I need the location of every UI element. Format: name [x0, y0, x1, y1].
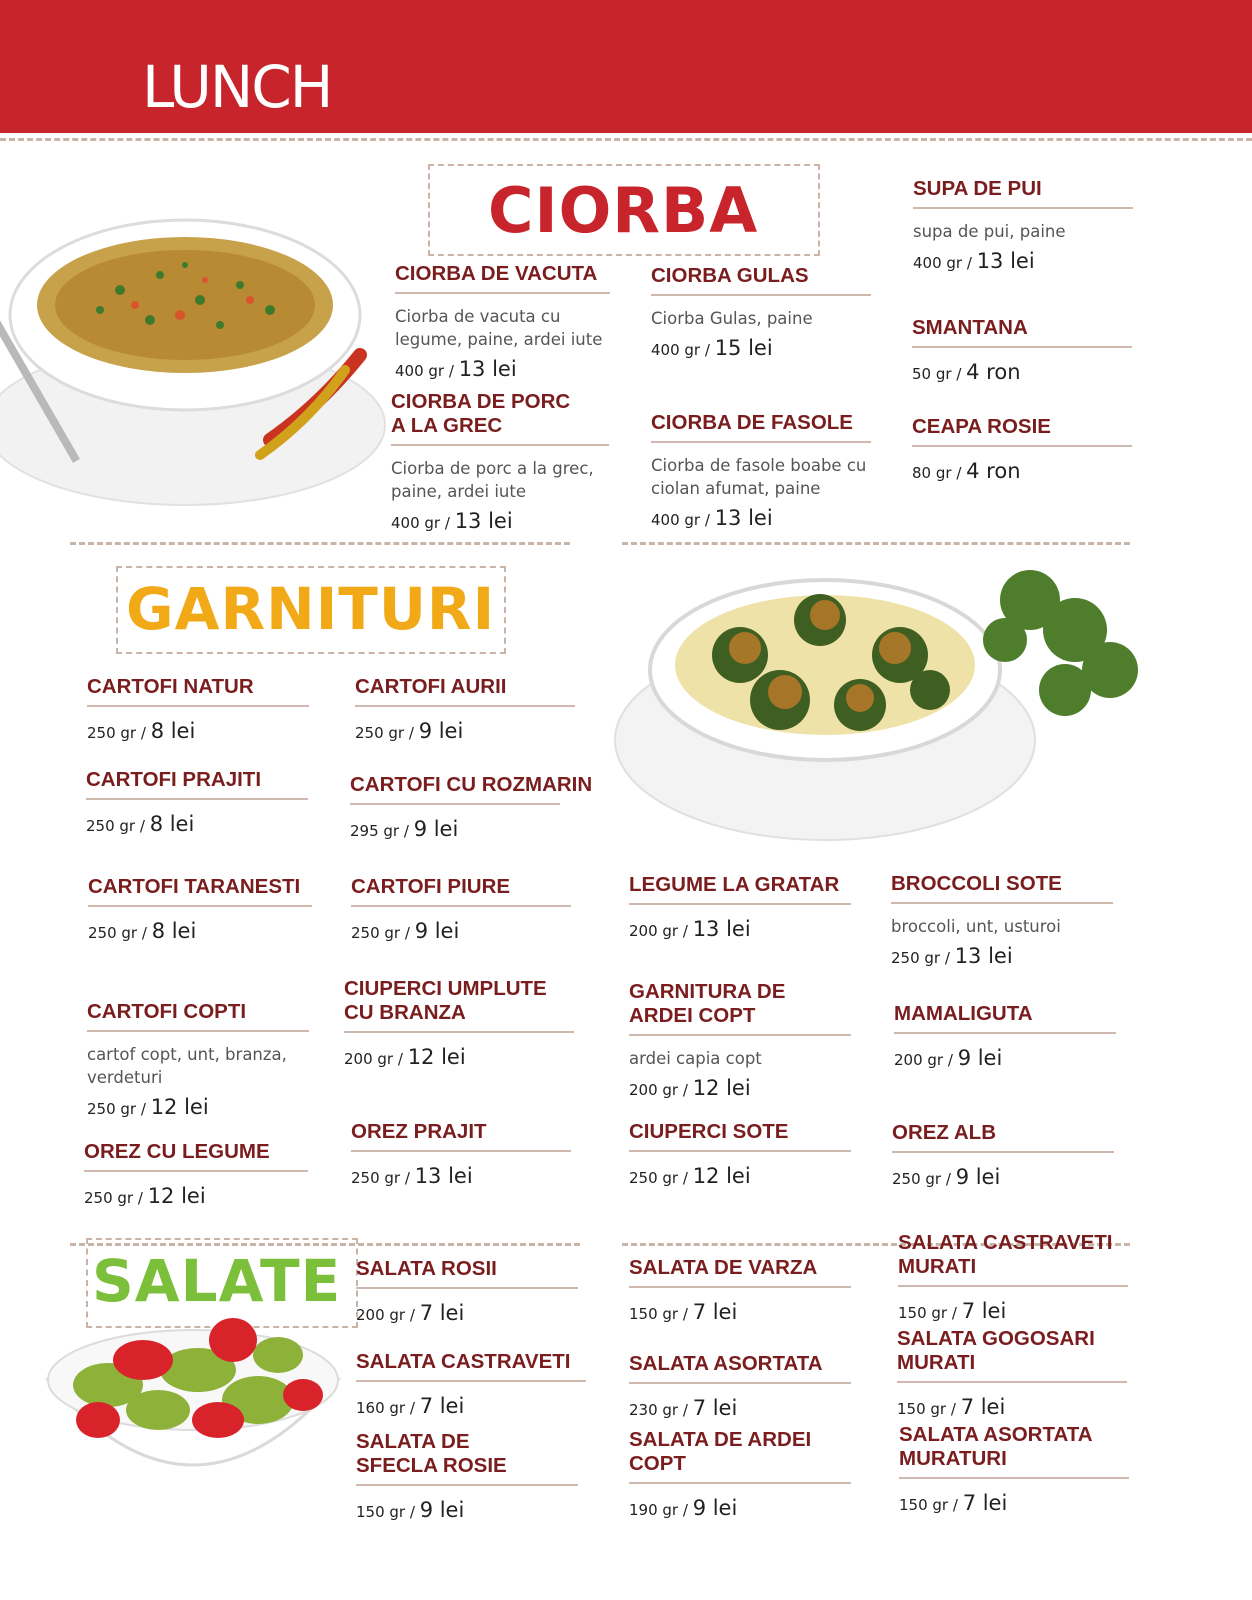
menu-item: [356, 1350, 586, 1421]
item-rule: [898, 1285, 1128, 1287]
menu-item: [651, 411, 871, 533]
item-name: CIUPERCI UMPLUTE CU BRANZA: [344, 977, 547, 1024]
item-rule: [629, 1286, 851, 1288]
item-rule: [350, 803, 560, 805]
item-rule: [84, 1170, 308, 1172]
item-name: SALATA DE ARDEI COPT: [629, 1428, 812, 1475]
item-rule: [356, 1380, 586, 1382]
item-name: SALATA CASTRAVETI: [356, 1350, 571, 1373]
item-rule: [629, 1482, 851, 1484]
item-rule: [87, 705, 309, 707]
item-price: 150 gr / 7 lei: [897, 1395, 1006, 1419]
item-desc: cartof copt, unt, branza, verdeturi: [87, 1045, 287, 1087]
item-rule: [899, 1477, 1129, 1479]
item-name: CARTOFI PRAJITI: [86, 768, 262, 791]
item-rule: [351, 905, 571, 907]
item-price: 150 gr / 7 lei: [898, 1299, 1007, 1323]
item-price: 250 gr / 8 lei: [88, 919, 197, 943]
header-divider: [0, 138, 1252, 141]
item-name: LEGUME LA GRATAR: [629, 873, 840, 896]
menu-item: [88, 875, 312, 946]
item-name: SALATA DE SFECLA ROSIE: [356, 1430, 507, 1477]
item-name: GARNITURA DE ARDEI COPT: [629, 980, 786, 1027]
item-rule: [897, 1381, 1127, 1383]
item-price: 400 gr / 13 lei: [913, 249, 1035, 273]
divider-ciorba-left: [70, 542, 570, 545]
item-name: CARTOFI NATUR: [87, 675, 254, 698]
item-desc: broccoli, unt, usturoi: [891, 917, 1061, 936]
item-name: SALATA ASORTATA: [629, 1352, 823, 1375]
item-price: 150 gr / 7 lei: [899, 1491, 1008, 1515]
menu-item: [892, 1121, 1114, 1192]
menu-item: [356, 1430, 578, 1525]
item-price: 200 gr / 12 lei: [629, 1076, 751, 1100]
item-price: 250 gr / 9 lei: [351, 919, 460, 943]
item-desc: Ciorba de porc a la grec, paine, ardei iute: [391, 459, 594, 501]
item-price: 50 gr / 4 ron: [912, 360, 1021, 384]
item-name: SALATA CASTRAVETI MURATI: [898, 1231, 1113, 1278]
item-desc: Ciorba de fasole boabe cu ciolan afumat, paine: [651, 456, 867, 498]
item-price: 200 gr / 12 lei: [344, 1045, 466, 1069]
item-price: 400 gr / 13 lei: [395, 357, 517, 381]
menu-item: [897, 1327, 1127, 1422]
menu-item: [898, 1231, 1128, 1326]
item-rule: [891, 902, 1113, 904]
menu-item: [894, 1002, 1116, 1073]
item-desc: Ciorba de vacuta cu legume, paine, ardei iute: [395, 307, 603, 349]
menu-item: [913, 177, 1133, 276]
item-price: 150 gr / 7 lei: [629, 1300, 738, 1324]
item-price: 250 gr / 12 lei: [84, 1184, 206, 1208]
menu-item: [395, 262, 610, 384]
menu-item: [629, 1120, 851, 1191]
item-rule: [395, 292, 610, 294]
item-price: 250 gr / 12 lei: [87, 1095, 209, 1119]
item-price: 250 gr / 8 lei: [86, 812, 195, 836]
menu-item: [87, 675, 309, 746]
item-name: CIORBA DE FASOLE: [651, 411, 853, 434]
item-rule: [629, 1150, 851, 1152]
menu-item: [629, 873, 851, 944]
item-name: CARTOFI PIURE: [351, 875, 511, 898]
item-price: 250 gr / 13 lei: [351, 1164, 473, 1188]
menu-item: [351, 875, 571, 946]
menu-item: [629, 1256, 851, 1327]
item-rule: [913, 207, 1133, 209]
menu-item: [351, 1120, 571, 1191]
item-rule: [629, 903, 851, 905]
item-price: 200 gr / 7 lei: [356, 1301, 465, 1325]
item-name: SALATA ASORTATA MURATURI: [899, 1423, 1093, 1470]
item-rule: [629, 1034, 851, 1036]
item-name: CARTOFI AURII: [355, 675, 507, 698]
item-name: CEAPA ROSIE: [912, 415, 1051, 438]
item-name: CARTOFI CU ROZMARIN: [350, 773, 593, 796]
menu-item: [87, 1000, 309, 1122]
item-name: CIORBA DE VACUTA: [395, 262, 598, 285]
item-name: SALATA DE VARZA: [629, 1256, 818, 1279]
item-price: 250 gr / 9 lei: [892, 1165, 1001, 1189]
menu-item: [912, 415, 1132, 486]
menu-item: [629, 1352, 851, 1423]
menu-item: [629, 980, 851, 1103]
item-rule: [351, 1150, 571, 1152]
menu-item: [651, 264, 871, 363]
menu-item: [344, 977, 574, 1072]
item-rule: [912, 445, 1132, 447]
menu-item: [356, 1257, 578, 1328]
item-rule: [651, 441, 871, 443]
menu-item: [391, 390, 609, 536]
item-price: 400 gr / 13 lei: [391, 509, 513, 533]
item-rule: [912, 346, 1132, 348]
item-name: BROCCOLI SOTE: [891, 872, 1062, 895]
garnituri-title: GARNITURI: [126, 575, 496, 643]
broccoli-gratin-icon: [610, 560, 1155, 850]
item-name: SALATA ROSII: [356, 1257, 497, 1280]
item-price: 250 gr / 12 lei: [629, 1164, 751, 1188]
item-name: OREZ ALB: [892, 1121, 997, 1144]
item-rule: [629, 1382, 851, 1384]
item-desc: supa de pui, paine: [913, 222, 1066, 241]
item-name: SUPA DE PUI: [913, 177, 1042, 200]
page-title: LUNCH: [142, 53, 332, 121]
item-price: 150 gr / 9 lei: [356, 1498, 465, 1522]
item-price: 160 gr / 7 lei: [356, 1394, 465, 1418]
item-name: OREZ CU LEGUME: [84, 1140, 270, 1163]
item-price: 250 gr / 8 lei: [87, 719, 196, 743]
item-price: 80 gr / 4 ron: [912, 459, 1021, 483]
ciorba-title: CIORBA: [488, 174, 759, 247]
item-price: 250 gr / 13 lei: [891, 944, 1013, 968]
item-price: 200 gr / 9 lei: [894, 1046, 1003, 1070]
item-name: SALATA GOGOSARI MURATI: [897, 1327, 1095, 1374]
soup-bowl-icon: [0, 205, 400, 515]
item-name: MAMALIGUTA: [894, 1002, 1033, 1025]
item-price: 230 gr / 7 lei: [629, 1396, 738, 1420]
item-rule: [651, 294, 871, 296]
item-rule: [892, 1151, 1114, 1153]
item-desc: Ciorba Gulas, paine: [651, 309, 813, 328]
item-price: 295 gr / 9 lei: [350, 817, 459, 841]
menu-item: [912, 316, 1132, 387]
item-price: 200 gr / 13 lei: [629, 917, 751, 941]
menu-item: [350, 773, 612, 844]
item-rule: [344, 1031, 574, 1033]
item-name: OREZ PRAJIT: [351, 1120, 487, 1143]
item-rule: [87, 1030, 309, 1032]
item-rule: [356, 1287, 578, 1289]
menu-item: [86, 768, 308, 839]
menu-item: [629, 1428, 851, 1523]
menu-item: [891, 872, 1113, 971]
item-rule: [355, 705, 575, 707]
item-rule: [894, 1032, 1116, 1034]
item-name: CARTOFI TARANESTI: [88, 875, 301, 898]
item-rule: [356, 1484, 578, 1486]
item-rule: [88, 905, 312, 907]
item-name: CIORBA DE PORC A LA GREC: [391, 390, 571, 437]
item-desc: ardei capia copt: [629, 1049, 762, 1068]
menu-item: [84, 1140, 308, 1211]
item-name: CIORBA GULAS: [651, 264, 809, 287]
item-name: CIUPERCI SOTE: [629, 1120, 789, 1143]
item-name: SMANTANA: [912, 316, 1028, 339]
menu-item: [355, 675, 575, 746]
menu-item: [899, 1423, 1129, 1518]
pickles-bowl-icon: [38, 1300, 348, 1530]
divider-ciorba-right: [622, 542, 1130, 545]
item-price: 250 gr / 9 lei: [355, 719, 464, 743]
item-price: 190 gr / 9 lei: [629, 1496, 738, 1520]
salate-title: SALATE: [92, 1247, 342, 1315]
item-rule: [86, 798, 308, 800]
item-rule: [391, 444, 609, 446]
header-bar: [0, 0, 1252, 133]
item-name: CARTOFI COPTI: [87, 1000, 247, 1023]
item-price: 400 gr / 13 lei: [651, 506, 773, 530]
item-price: 400 gr / 15 lei: [651, 336, 773, 360]
